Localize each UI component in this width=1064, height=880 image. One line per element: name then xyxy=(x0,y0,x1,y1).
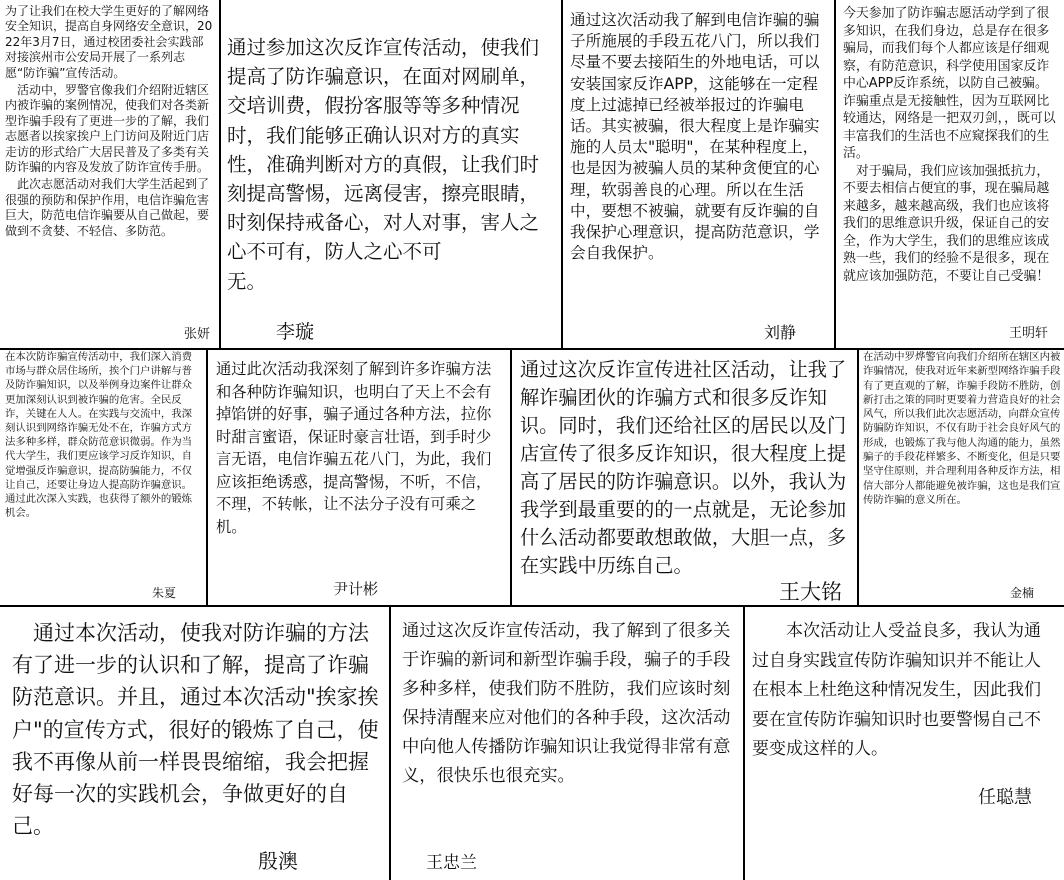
col-divider-r3-1 xyxy=(389,605,391,880)
col-divider-r1-3 xyxy=(834,0,836,348)
col-divider-r2-1 xyxy=(206,348,208,605)
note-text: 在活动中罗烨警官向我们介绍所在辖区内被诈骗情况，使我对近年来新型网络诈骗手段有了更直观的了解，诈骗手段防不胜防，创新打击之策的同时更要着力营造良好的社会风气，所以我们此次志愿活动，向群众宣传防骗防诈知识，不仅有助于社会良好风气的形成，也锻炼了我与他人沟通的能力，虽然骗子的手段花样繁多、不断变化，但是只要坚守住原则，并合理利用各种反诈方法，相信大部分人都能避免被诈骗，这也是我们宣传防诈骗的意义所在。 xyxy=(863,351,1061,506)
note-yinjibin xyxy=(209,350,508,603)
author-name: 王忠兰 xyxy=(426,853,477,873)
author-name: 王明轩 xyxy=(1008,325,1048,341)
author-name: 任聪慧 xyxy=(978,787,1032,808)
author-name: 张妍 xyxy=(183,326,210,342)
author-name: 殷澳 xyxy=(258,849,298,873)
note-yinao xyxy=(2,607,387,880)
note-text: 本次活动让人受益良多，我认为通过自身实践宣传防诈骗知识并不能让人在根本上杜绝这种情况发生，因此我们要在宣传防诈骗知识时也要警惕自己不要变成这样的人。 xyxy=(752,621,1041,759)
author-name: 王大铭 xyxy=(779,580,842,603)
col-divider-r2-3 xyxy=(857,348,859,605)
note-text: 通过此次活动我深刻了解到许多诈骗方法和各种防诈骗知识，也明白了天上不会有掉馅饼的好事，骗子通过各种方法，拉你时甜言蜜语，保证时豪言壮语，到手时少言无语，电信诈骗五花八门，为此，我们应该拒绝诱惑，提高警惕，不听，不信，不理，不转帐，让不法分子没有可乘之机。 xyxy=(216,360,492,536)
note-zhangyan xyxy=(2,2,216,346)
note-paragraph: 此次志愿活动对我们大学生活起到了很强的预防和保护作用，电信诈骗危害巨大，防范电信诈骗要从自己做起，要做到不贪婪、不轻信、多防范。 xyxy=(5,177,210,238)
author-name: 尹计彬 xyxy=(333,580,379,598)
note-text-tail: 无。 xyxy=(227,269,267,293)
author-name: 金楠 xyxy=(1009,585,1034,600)
col-divider-r2-2 xyxy=(510,348,512,605)
note-wangmingxuan xyxy=(837,2,1064,346)
note-rencionghui xyxy=(746,607,1064,880)
note-paragraph: 对于骗局，我们应该加强抵抗力，不要去相信占便宜的事，现在骗局越来越多，越来越高级，我们也应该将我们的思维意识升级，保证自己的安全，作为大学生，我们的思维应该成熟一些，我们的经验不是很多，现在就应该加强防范，不要让自己受骗！ xyxy=(843,163,1050,284)
note-lixuan xyxy=(222,2,559,346)
note-wangzhonglan xyxy=(392,607,741,880)
note-paragraph: 为了让我们在校大学生更好的了解网络安全知识，提高自身网络安全意识，2022年3月7日，通过校团委社会实践部对接滨州市公安局开展了一系列志愿“防诈骗”宣传活动。 xyxy=(5,4,213,80)
col-divider-r1-1 xyxy=(219,0,221,348)
author-name: 李璇 xyxy=(276,321,315,343)
note-text: 通过这次活动我了解到电信诈骗的骗子所施展的手段五花八门，所以我们尽量不要去接陌生的外地电话，可以安装国家反诈APP，这能够在一定程度上过滤掉已经被举报过的诈骗电话。其实被骗，很大程度上是诈骗实施的人员太"聪明"，在某种程度上，也是因为被骗人员的某种贪便宜的心理，软弱善良的心理。所以在生活中，要想不被骗，就要有反诈骗的自我保护心理意识，提高防范意识，学会自我保护。 xyxy=(570,11,820,263)
note-text: 通过参加这次反诈宣传活动，使我们提高了防诈骗意识，在面对网刷单，交培训费，假扮客服等等多种情况时，我们能够正确认识对方的真实性，准确判断对方的真假，让我们时刻提高警惕，远离侵害，擦亮眼睛，时刻保持戒备心，对人对事，害人之心不可有，防人之心不可 xyxy=(227,36,540,264)
note-jinnan xyxy=(860,350,1064,603)
note-text: 通过这次反诈宣传进社区活动，让我了解诈骗团伙的诈骗方式和很多反诈知识。同时，我们还给社区的居民以及门店宣传了很多反诈知识，很大程度上提高了居民的防诈骗意识。以外，我认为我学到最重要的的一点就是，无论参加什么活动都要敢想敢做，大胆一点，多在实践中历练自己。 xyxy=(520,358,847,577)
author-name: 朱夏 xyxy=(151,585,176,600)
note-liujing xyxy=(564,2,832,346)
note-paragraph: 今天参加了防诈骗志愿活动学到了很多知识，在我们身边，总是存在很多骗局，而我们每个人都应该是仔细观察，有防范意识，科学使用国家反诈中心APP反诈系统，以防自己被骗。诈骗重点是无接触性，因为互联网比较通达，网络是一把双刃剑，，既可以丰富我们的生活也不应窥探我们的生活。 xyxy=(843,6,1056,161)
col-divider-r3-2 xyxy=(743,605,745,880)
note-text: 通过本次活动，使我对防诈骗的方法有了进一步的认识和了解，提高了诈骗防范意识。并且，通过本次活动"挨家挨户"的宣传方式，很好的锻炼了自己，使我不再像从前一样畏畏缩缩，我会把握好每一次的实践机会，争做更好的自己。 xyxy=(12,621,379,839)
note-text: 在本次防诈骗宣传活动中，我们深入消费市场与群众居住场所，挨个门户讲解与普及防诈骗知识，以及举例身边案件让群众更加深刻认识到被诈骗的危害。全民反诈，关键在人人。在实践与交流中，我深刻认识到网络诈骗无处不在，诈骗方式方法多种多样，群众防范意识微弱。作为当代大学生，我们更应该学习反诈知识，自觉增强反诈骗意识，提高防骗能力，不仅让自己，还要让身边人提高防诈骗意识。通过此次深入实践，也获得了额外的锻炼机会。 xyxy=(5,351,193,520)
note-text: 通过这次反诈宣传活动，我了解到了很多关于诈骗的新词和新型诈骗手段，骗子的手段多种多样，使我们防不胜防，我们应该时刻保持清醒来应对他们的各种手段，这次活动中向他人传播防诈骗知识让我觉得非常有意义，很快乐也很充实。 xyxy=(402,621,731,786)
note-zhuxia xyxy=(2,350,204,603)
note-paragraph: 活动中，罗警官像我们介绍附近辖区内被诈骗的案例情况，使我们对各类新型诈骗手段有了更进一步的了解，我们志愿者以挨家挨户上门访问及附近门店走访的形式给广大居民普及了多类有关防诈骗的内容及发放了防诈宣传手册。 xyxy=(5,83,210,175)
note-wangdaming xyxy=(513,350,855,603)
col-divider-r1-2 xyxy=(561,0,563,348)
author-name: 刘静 xyxy=(764,323,797,342)
